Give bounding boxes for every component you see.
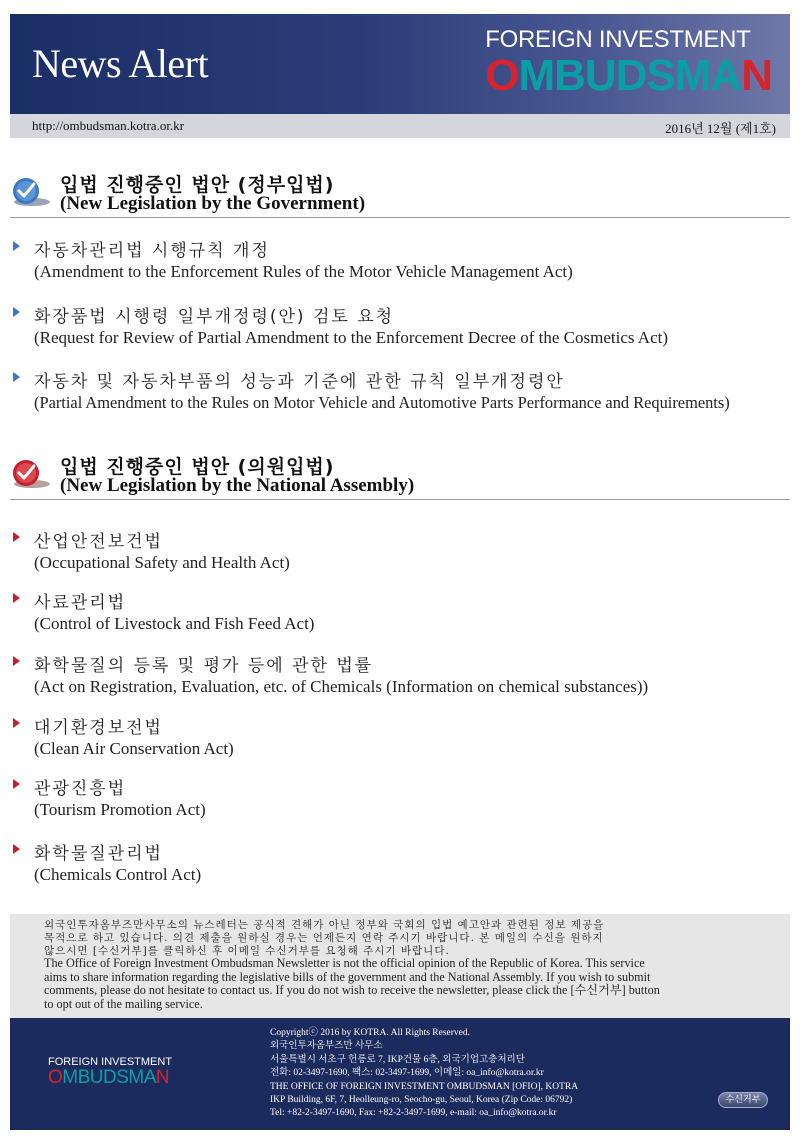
item-title-en: (Occupational Safety and Health Act) — [34, 553, 290, 572]
item-title-en: (Clean Air Conservation Act) — [34, 739, 234, 758]
copyright-text: Copyrightⓒ 2016 by KOTRA. All Rights Reserved. — [270, 1028, 471, 1038]
office-name-ko: 외국인투자옴부즈만 사무소 — [270, 1041, 383, 1052]
notice-line-en: The Office of Foreign Investment Ombudsman Newsletter is not the official opinion of the Republic of Korea. This service — [44, 956, 645, 971]
section-title-ko: 입법 진행중인 법안 (의원입법) — [60, 456, 335, 478]
item-title-ko: 관광진흥법 — [34, 779, 127, 799]
notice-line-ko: 않으시면 [수신거부]를 클릭하신 후 이메일 수신거부를 요청해 주시기 바랍니다. — [44, 944, 450, 957]
contact-ko: 전화: 02-3497-1690, 팩스: 02-3497-1699, 이메일: oa_info@kotra.or.kr — [270, 1068, 544, 1079]
bullet-icon — [13, 844, 20, 854]
section-title-ko: 입법 진행중인 법안 (정부입법) — [60, 174, 335, 196]
item-title-ko: 사료관리법 — [34, 593, 127, 613]
item-title-en: (Tourism Promotion Act) — [34, 800, 206, 819]
logo-letter-n: N — [741, 51, 772, 100]
bullet-icon — [13, 656, 20, 666]
item-title-ko: 자동차관리법 시행규칙 개정 — [34, 241, 270, 261]
bullet-icon — [13, 532, 20, 542]
notice-line-en: comments, please do not hesitate to contact us. If you do not wish to receive the newsletter, please click the [수신거부] button — [44, 983, 660, 998]
newsletter-title: News Alert — [32, 41, 209, 86]
item-title-en: (Chemicals Control Act) — [34, 865, 202, 884]
bullet-icon — [13, 779, 20, 789]
item-title-en: (Amendment to the Enforcement Rules of the Motor Vehicle Management Act) — [34, 262, 573, 281]
footer-contact-info — [270, 1027, 578, 1121]
item-title-ko: 화장품법 시행령 일부개정령(안) 검토 요청 — [34, 307, 395, 327]
disclaimer-notice — [10, 914, 790, 1018]
bullet-icon — [13, 307, 20, 317]
unsubscribe-button[interactable]: 수신거부 — [718, 1092, 768, 1108]
footer-logo-letter-o: O — [48, 1067, 63, 1088]
logo-letters-mid: MBUDSMA — [518, 51, 742, 100]
bullet-icon — [13, 593, 20, 603]
notice-line-en: aims to share information regarding the legislative bills of the government and the National Assembly. If you wish to submit — [44, 969, 651, 984]
item-title-ko: 화학물질관리법 — [34, 844, 163, 864]
section-title-en: (New Legislation by the Government) — [60, 193, 366, 214]
logo-letter-o: O — [485, 51, 519, 100]
header-banner — [10, 14, 790, 114]
item-title-ko: 자동차 및 자동차부품의 성능과 기준에 관한 규칙 일부개정령안 — [34, 372, 565, 392]
footer — [10, 1018, 790, 1130]
item-title-ko: 산업안전보건법 — [34, 532, 163, 552]
footer-logo-bottom — [48, 1068, 172, 1088]
ombudsman-logo — [485, 28, 772, 98]
bullet-icon — [13, 718, 20, 728]
bullet-icon — [13, 241, 20, 251]
notice-line-ko: 외국인투자옴부즈만사무소의 뉴스레터는 공식적 견해가 아닌 정부와 국회의 입법 예고안과 관련된 정보 제공을 — [44, 919, 605, 931]
notice-line-en: to opt out of the mailing service. — [44, 996, 203, 1011]
header-subbar — [10, 114, 790, 138]
item-title-ko: 대기환경보전법 — [34, 718, 163, 738]
notice-line-ko: 목적으로 하고 있습니다. 의견 제출을 원하실 경우는 언제든지 연락 주시기 바랍니다. 본 메일의 수신을 원하지 — [44, 931, 604, 944]
office-name-en: THE OFFICE OF FOREIGN INVESTMENT OMBUDSMAN [OFIO], KOTRA — [270, 1081, 579, 1092]
footer-logo-top: FOREIGN INVESTMENT — [48, 1056, 173, 1068]
site-url-link[interactable]: http://ombudsman.kotra.or.kr — [32, 118, 185, 133]
logo-top-text: FOREIGN INVESTMENT — [485, 26, 751, 53]
item-title-en: (Control of Livestock and Fish Feed Act) — [34, 614, 315, 633]
address-en: IKP Building, 6F, 7, Heolleung-ro, Seocho-gu, Seoul, Korea (Zip Code: 06792) — [270, 1095, 573, 1106]
item-title-en: (Act on Registration, Evaluation, etc. of Chemicals (Information on chemical substances)) — [34, 677, 649, 696]
footer-logo — [48, 1056, 172, 1088]
section-divider — [10, 217, 790, 218]
section-title-en: (New Legislation by the National Assembly) — [60, 475, 415, 496]
item-title-en: (Partial Amendment to the Rules on Motor Vehicle and Automotive Parts Performance and Requirements) — [34, 393, 730, 412]
logo-bottom-text — [485, 51, 772, 100]
address-ko: 서울특별시 서초구 헌릉로 7, IKP건물 6층, 외국기업고충처리단 — [270, 1054, 525, 1065]
contact-en: Tel: +82-2-3497-1690, Fax: +82-2-3497-1699, e-mail: oa_info@kotra.or.kr — [270, 1108, 557, 1119]
check-icon — [10, 456, 50, 490]
footer-logo-letter-n: N — [155, 1067, 170, 1088]
check-icon — [10, 174, 50, 208]
bullet-icon — [13, 372, 20, 382]
issue-date: 2016년 12월 (제1호) — [665, 121, 776, 136]
section-divider — [10, 499, 790, 500]
item-title-ko: 화학물질의 등록 및 평가 등에 관한 법률 — [34, 656, 374, 676]
footer-logo-letters-mid: MBUDSMA — [62, 1067, 156, 1088]
item-title-en: (Request for Review of Partial Amendment to the Enforcement Decree of the Cosmetics Act) — [34, 328, 668, 347]
